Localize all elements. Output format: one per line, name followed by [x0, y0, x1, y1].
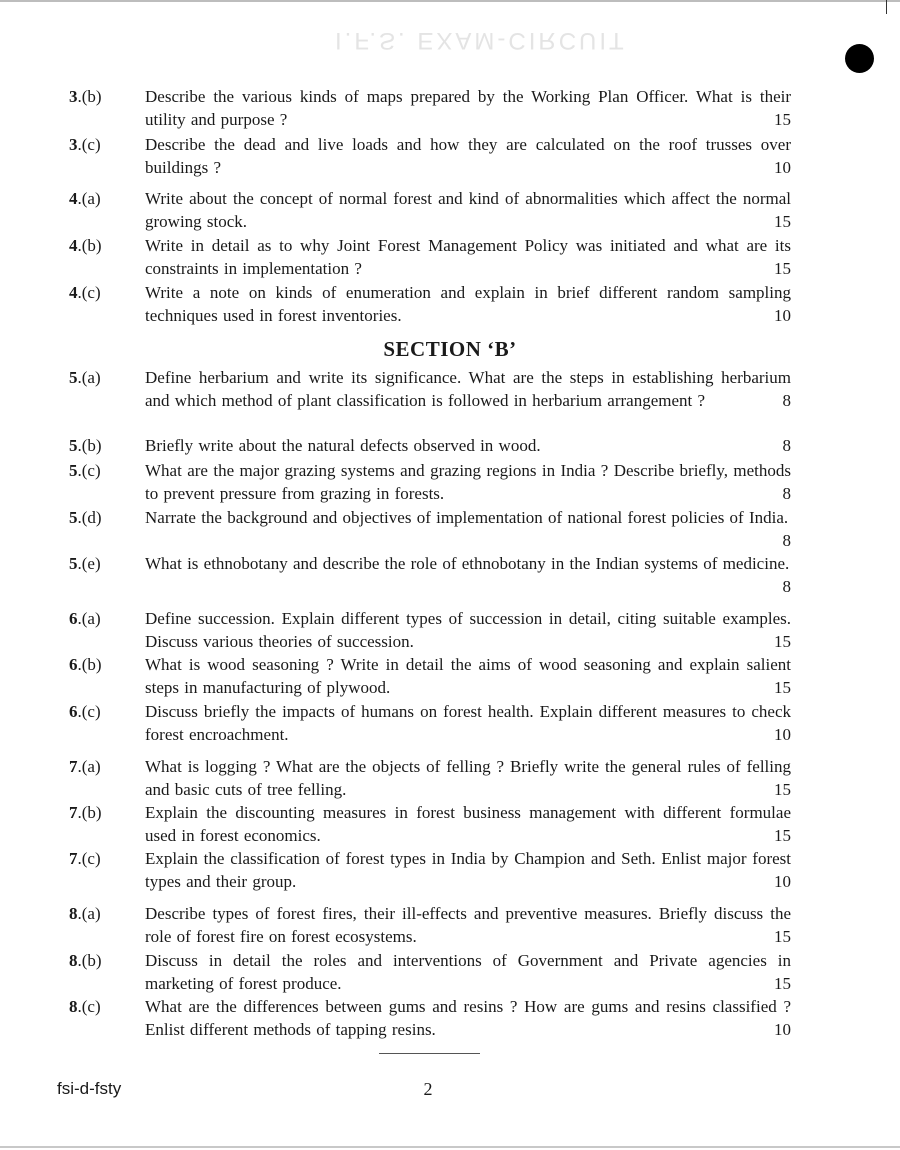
question-number: 6.(a) [69, 609, 101, 628]
question-6b [69, 653, 791, 699]
end-rule [379, 1053, 480, 1054]
question-marks: 10 [774, 725, 791, 744]
registration-dot-icon [845, 44, 874, 73]
question-number: 5.(c) [69, 461, 101, 480]
question-marks: 15 [774, 927, 791, 946]
question-text: Write in detail as to why Joint Forest Management Policy was initiated and what are its constraints in implementation ? [145, 236, 791, 278]
question-marks: 8 [782, 531, 791, 550]
question-marks: 10 [774, 158, 791, 177]
question-marks: 15 [774, 974, 791, 993]
question-marks: 8 [782, 577, 791, 596]
question-text: Write about the concept of normal forest and kind of abnormalities which affect the normal growing stock. [145, 189, 791, 231]
question-5b [69, 434, 791, 457]
top-edge-line [0, 0, 900, 2]
question-number: 5.(b) [69, 436, 102, 455]
question-number: 7.(b) [69, 803, 102, 822]
question-7c [69, 847, 791, 893]
question-number: 3.(b) [69, 87, 102, 106]
question-text: Write a note on kinds of enumeration and explain in brief different random sampling techniques used in forest inventories. [145, 283, 791, 325]
question-marks: 8 [782, 484, 791, 503]
question-7a [69, 755, 791, 801]
question-6c [69, 700, 791, 746]
question-marks: 15 [774, 110, 791, 129]
question-number: 7.(c) [69, 849, 101, 868]
question-number: 4.(a) [69, 189, 101, 208]
question-text: Describe the various kinds of maps prepared by the Working Plan Officer. What is their utility and purpose ? [145, 87, 791, 129]
question-marks: 8 [782, 436, 791, 455]
question-number: 3.(c) [69, 135, 101, 154]
question-text: Briefly write about the natural defects observed in wood. [145, 436, 541, 455]
question-4b [69, 234, 791, 280]
header-stamp: I.F.S. EXAM-CIRCUIT [335, 27, 627, 54]
question-text: What is wood seasoning ? Write in detail the aims of wood seasoning and explain salient steps in manufacturing of plywood. [145, 655, 791, 697]
question-text: Discuss in detail the roles and interventions of Government and Private agencies in marketing of forest produce. [145, 951, 791, 993]
question-6a [69, 607, 791, 653]
question-number: 5.(e) [69, 554, 101, 573]
question-text: Discuss briefly the impacts of humans on forest health. Explain different measures to check forest encroachment. [145, 702, 791, 744]
question-number: 6.(b) [69, 655, 102, 674]
question-3c [69, 133, 791, 179]
question-text: What is logging ? What are the objects of felling ? Briefly write the general rules of felling and basic cuts of tree felling. [145, 757, 791, 799]
question-text: What are the differences between gums and resins ? How are gums and resins classified ? Enlist different methods of tapping resins. [145, 997, 791, 1039]
question-marks: 15 [774, 780, 791, 799]
question-text: Define succession. Explain different types of succession in detail, citing suitable examples. Discuss various theories of succession. [145, 609, 791, 651]
right-edge-mark [886, 0, 887, 14]
question-marks: 15 [774, 678, 791, 697]
question-marks: 15 [774, 632, 791, 651]
question-number: 8.(b) [69, 951, 102, 970]
question-number: 4.(c) [69, 283, 101, 302]
question-marks: 8 [782, 391, 791, 410]
question-marks: 10 [774, 1020, 791, 1039]
question-number: 5.(d) [69, 508, 102, 527]
question-text: What is ethnobotany and describe the role of ethnobotany in the Indian systems of medicine. [145, 554, 790, 573]
section-title: SECTION ‘B’ [383, 337, 517, 361]
question-5c [69, 459, 791, 505]
question-text: Define herbarium and write its significance. What are the steps in establishing herbarium and which method of plant classification is followed in herbarium arrangement ? [145, 368, 791, 410]
question-5d [69, 506, 791, 552]
page-number: 2 [423, 1079, 433, 1099]
question-number: 8.(c) [69, 997, 101, 1016]
question-8a [69, 902, 791, 948]
question-text: Narrate the background and objectives of implementation of national forest policies of India. [145, 508, 789, 527]
question-4a [69, 187, 791, 233]
question-number: 8.(a) [69, 904, 101, 923]
question-4c [69, 281, 791, 327]
question-marks: 15 [774, 259, 791, 278]
question-number: 7.(a) [69, 757, 101, 776]
question-text: Explain the classification of forest types in India by Champion and Seth. Enlist major forest types and their group. [145, 849, 791, 891]
question-5e [69, 552, 791, 598]
footer-code: fsi-d-fsty [57, 1079, 122, 1098]
question-marks: 15 [774, 826, 791, 845]
question-3b [69, 85, 791, 131]
question-marks: 15 [774, 212, 791, 231]
question-7b [69, 801, 791, 847]
question-text: Explain the discounting measures in forest business management with different formulae used in forest economics. [145, 803, 791, 845]
question-text: Describe types of forest fires, their ill-effects and preventive measures. Briefly discuss the role of forest fire on forest ecosystems. [145, 904, 791, 946]
question-8b [69, 949, 791, 995]
question-5a [69, 366, 791, 412]
question-marks: 10 [774, 872, 791, 891]
question-text: Describe the dead and live loads and how they are calculated on the roof trusses over buildings ? [145, 135, 791, 177]
question-8c [69, 995, 791, 1041]
question-marks: 10 [774, 306, 791, 325]
question-text: What are the major grazing systems and grazing regions in India ? Describe briefly, methods to prevent pressure from grazing in forests. [145, 461, 791, 503]
question-number: 4.(b) [69, 236, 102, 255]
bottom-edge-line [0, 1146, 900, 1148]
question-number: 5.(a) [69, 368, 101, 387]
question-number: 6.(c) [69, 702, 101, 721]
